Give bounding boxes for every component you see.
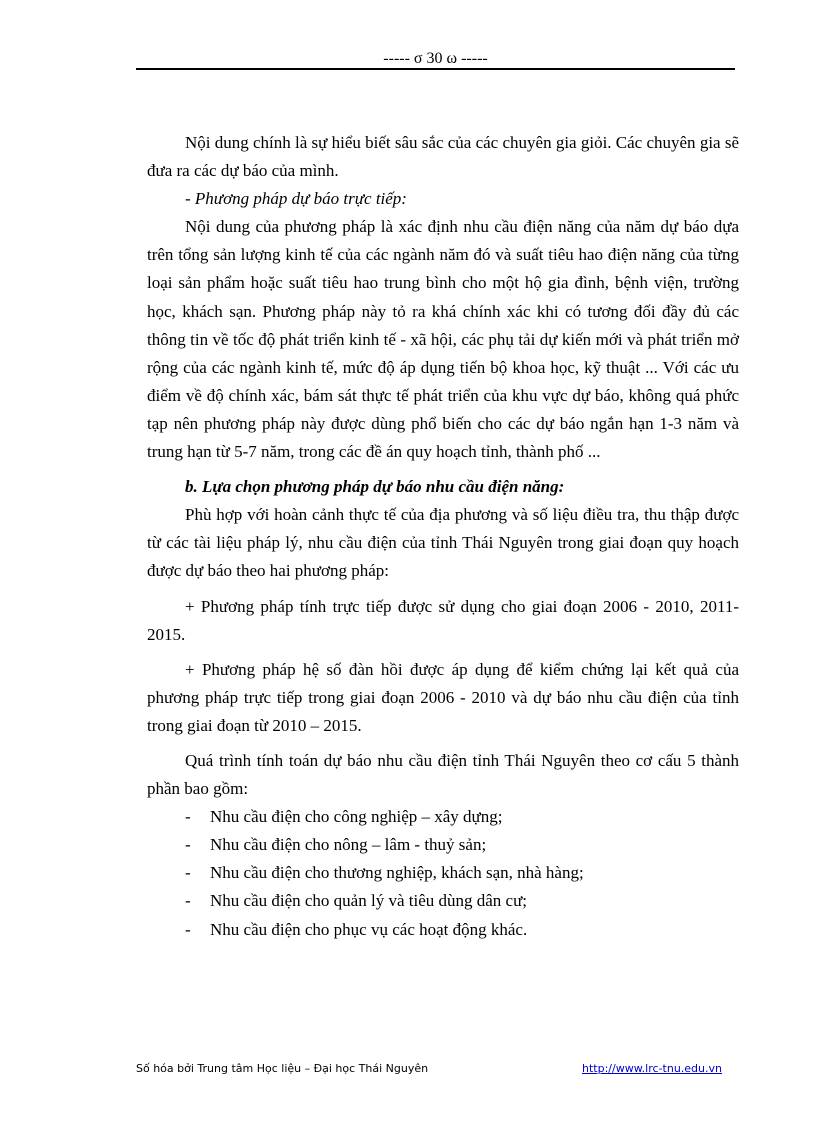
paragraph-elasticity: + Phương pháp hệ số đàn hồi được áp dụng để kiểm chứng lại kết quả của phương pháp trực tiếp trong giai đoạn 2006 - 2010 và dự báo nhu cầu điện của tỉnh trong giai đoạn từ 2010 – 2015.	[147, 659, 739, 735]
paragraph-expert-method: Nội dung chính là sự hiểu biết sâu sắc của các chuyên gia giỏi. Các chuyên gia sẽ đưa ra các dự báo của mình.	[147, 133, 739, 181]
list-item: - Nhu cầu điện cho phục vụ các hoạt động khác.	[147, 916, 739, 944]
bullet-dash: -	[185, 863, 191, 883]
section-heading-b: b. Lựa chọn phương pháp dự báo nhu cầu điện năng:	[185, 477, 565, 497]
paragraph-direct-method: Nội dung của phương pháp là xác định nhu cầu điện năng của năm dự báo dựa trên tổng sản lượng kinh tế của các ngành năm đó và suất tiêu hao điện năng của từng loại sản phẩm hoặc suất tiêu hao trung bình cho một hộ gia đình, bệnh viện, trường học, khách sạn. Phương pháp này tỏ ra khá chính xác khi có tương đối đầy đủ các thông tin về tốc độ phát triển kinh tế - xã hội, các phụ tải dự kiến mới và phát triển mở rộng của các ngành kinh tế, mức độ áp dụng tiến bộ khoa học, kỹ thuật ... Với các ưu điểm về độ chính xác, bám sát thực tế phát triển của khu vực dự báo, không quá phức tạp nên phương pháp này được dùng phổ biến cho các dự báo ngắn hạn 1-3 năm và trung hạn từ 5-7 năm, trong các đề án quy hoạch tỉnh, thành phố ...	[147, 217, 739, 462]
list-item: - Nhu cầu điện cho thương nghiệp, khách sạn, nhà hàng;	[147, 859, 739, 887]
list-item: - Nhu cầu điện cho nông – lâm - thuỷ sản;	[147, 831, 739, 859]
bullet-dash: -	[185, 807, 191, 827]
paragraph-selection: Phù hợp với hoàn cảnh thực tế của địa phương và số liệu điều tra, thu thập được từ các tài liệu pháp lý, nhu cầu điện của tỉnh Thái Nguyên trong giai đoạn quy hoạch được dự báo theo hai phương pháp:	[147, 505, 739, 581]
footer-website-link[interactable]: http://www.lrc-tnu.edu.vn	[582, 1062, 722, 1075]
subheading-direct-method: - Phương pháp dự báo trực tiếp:	[185, 189, 407, 209]
page-body	[147, 129, 739, 944]
paragraph-structure: Quá trình tính toán dự báo nhu cầu điện tỉnh Thái Nguyên theo cơ cấu 5 thành phần bao gồm:	[147, 750, 739, 799]
header-divider	[136, 68, 735, 70]
bullet-dash: -	[185, 891, 191, 911]
footer-source-text: Số hóa bởi Trung tâm Học liệu – Đại học Thái Nguyên	[136, 1062, 429, 1075]
bullet-dash: -	[185, 919, 191, 939]
list-item: - Nhu cầu điện cho quản lý và tiêu dùng dân cư;	[147, 887, 739, 915]
list-item: - Nhu cầu điện cho công nghiệp – xây dựng;	[147, 803, 739, 831]
page-number-header: ----- σ 30 ω -----	[383, 50, 488, 67]
paragraph-direct-calc: + Phương pháp tính trực tiếp được sử dụng cho giai đoạn 2006 - 2010, 2011-2015.	[147, 596, 739, 644]
bullet-dash: -	[185, 835, 191, 855]
